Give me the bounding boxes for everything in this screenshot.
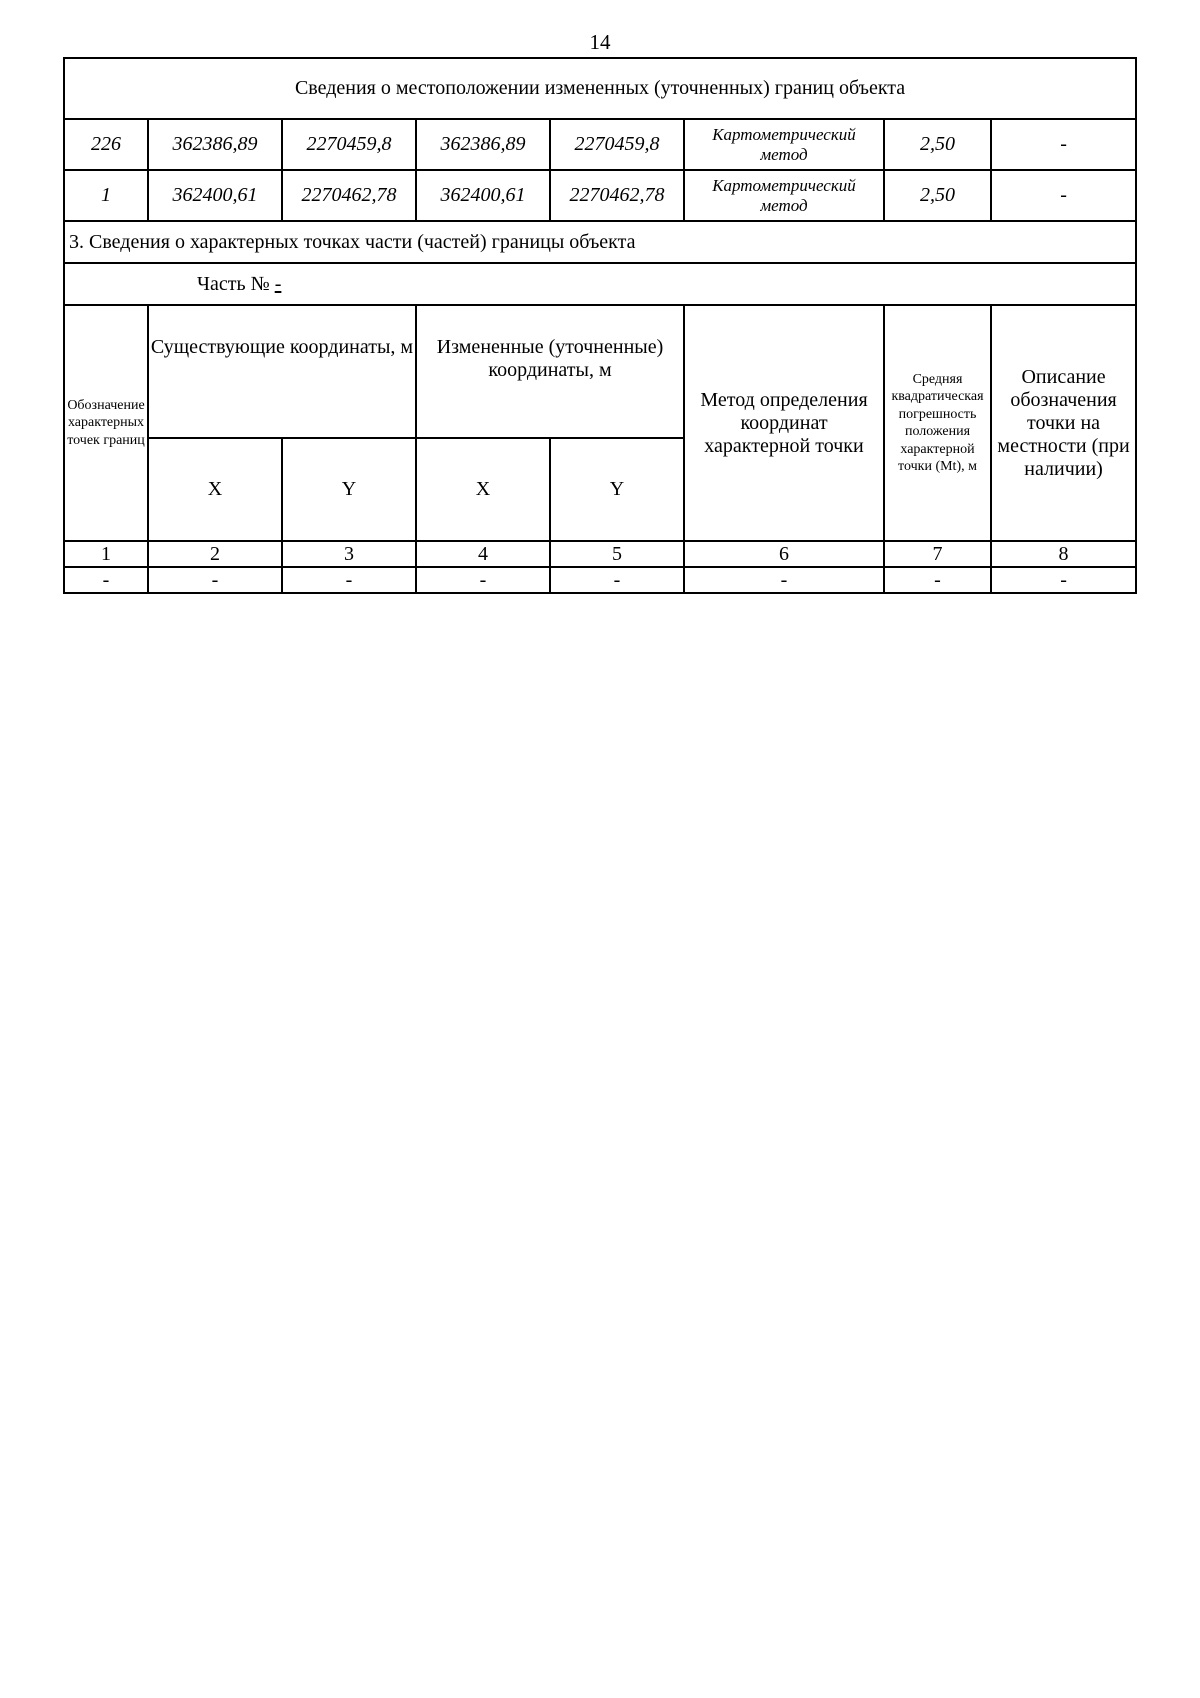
header-row-top	[64, 305, 1136, 438]
method-line-1: Картометрический	[712, 175, 856, 195]
empty-cell: -	[991, 567, 1136, 593]
point-cell: 226	[64, 119, 148, 170]
column-number: 4	[416, 541, 550, 567]
method-cell	[684, 170, 884, 221]
y-existing-cell: 2270459,8	[282, 119, 416, 170]
section3-title: 3. Сведения о характерных точках части (частей) границы объекта	[64, 221, 1136, 263]
empty-cell: -	[148, 567, 282, 593]
header-mt: Средняя квадратическая погрешность положения характерной точки (Mt), м	[884, 305, 991, 541]
column-number-row	[64, 541, 1136, 567]
method-cell	[684, 119, 884, 170]
header-y-existing: Y	[282, 438, 416, 541]
y-changed-cell: 2270462,78	[550, 170, 684, 221]
mt-cell: 2,50	[884, 170, 991, 221]
column-number: 3	[282, 541, 416, 567]
part-value: -	[274, 272, 282, 295]
method-line-1: Картометрический	[712, 124, 856, 144]
empty-cell: -	[64, 567, 148, 593]
column-number: 8	[991, 541, 1136, 567]
x-existing-cell: 362400,61	[148, 170, 282, 221]
header-x-existing: X	[148, 438, 282, 541]
part-label: Часть №	[197, 272, 270, 295]
part-cell	[64, 263, 1136, 305]
page-number: 14	[589, 30, 611, 54]
method-line-2: метод	[760, 195, 808, 215]
header-x-changed: X	[416, 438, 550, 541]
x-changed-cell: 362386,89	[416, 119, 550, 170]
empty-cell: -	[416, 567, 550, 593]
point-cell: 1	[64, 170, 148, 221]
header-existing-coords: Существующие координаты, м	[148, 305, 416, 438]
description-cell: -	[991, 170, 1136, 221]
empty-cell: -	[282, 567, 416, 593]
empty-cell: -	[884, 567, 991, 593]
method-line-2: метод	[760, 144, 808, 164]
column-number: 2	[148, 541, 282, 567]
empty-cell: -	[684, 567, 884, 593]
y-existing-cell: 2270462,78	[282, 170, 416, 221]
header-y-changed: Y	[550, 438, 684, 541]
mt-cell: 2,50	[884, 119, 991, 170]
x-existing-cell: 362386,89	[148, 119, 282, 170]
column-number: 6	[684, 541, 884, 567]
table-row	[64, 567, 1136, 593]
part-row	[64, 263, 1136, 305]
description-cell: -	[991, 119, 1136, 170]
column-number: 7	[884, 541, 991, 567]
column-number: 1	[64, 541, 148, 567]
title-row	[64, 58, 1136, 119]
table-row	[64, 119, 1136, 170]
column-number: 5	[550, 541, 684, 567]
header-method: Метод определения координат характерной точки	[684, 305, 884, 541]
x-changed-cell: 362400,61	[416, 170, 550, 221]
section-title: Сведения о местоположении измененных (уточненных) границ объекта	[64, 58, 1136, 119]
empty-cell: -	[550, 567, 684, 593]
section3-row	[64, 221, 1136, 263]
table-row	[64, 170, 1136, 221]
header-description: Описание обозначения точки на местности (при наличии)	[991, 305, 1136, 541]
header-changed-coords: Измененные (уточненные) координаты, м	[416, 305, 684, 438]
y-changed-cell: 2270459,8	[550, 119, 684, 170]
boundary-points-table	[63, 57, 1137, 594]
header-point-designation: Обозначение характерных точек границ	[64, 305, 148, 541]
